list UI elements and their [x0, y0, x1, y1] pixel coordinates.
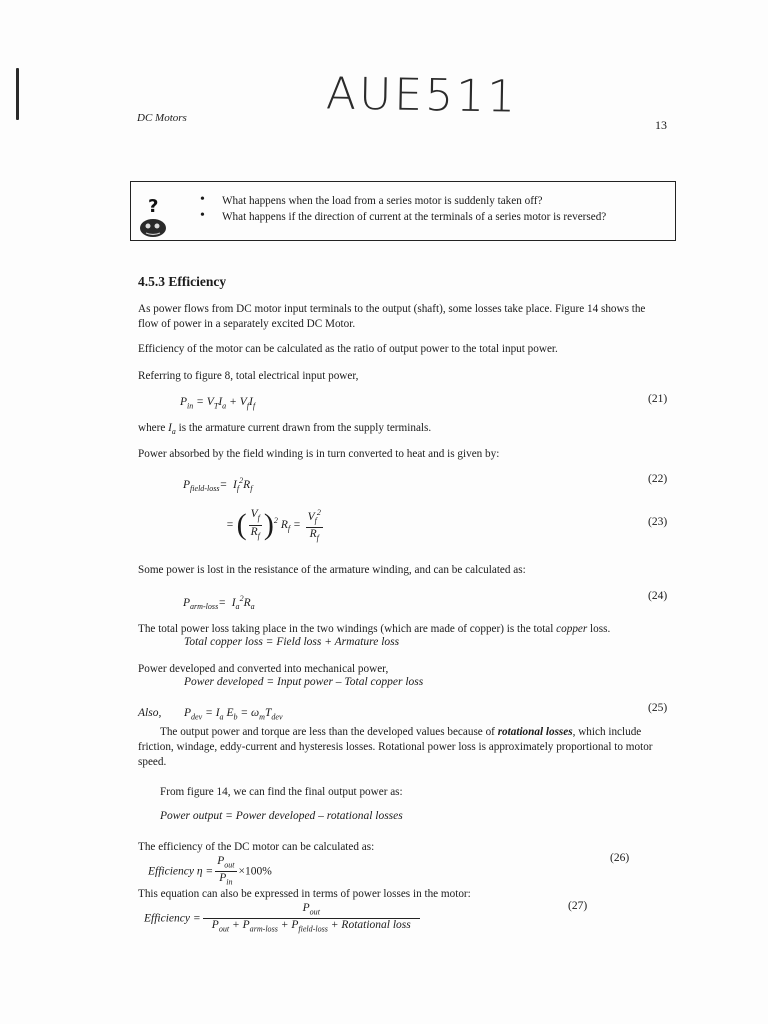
equation-24: $P_{arm-loss}= I_a^2R_a$: [183, 594, 255, 612]
equation-23: = ( $\frac{V_f}{R_f}$ )$^2$ $R_f$ = $\frac{V_f^2}{R_f}$: [226, 508, 321, 543]
equation-number: (23): [648, 516, 668, 528]
page-number: 13: [655, 118, 667, 132]
question-mark-character-icon: [136, 196, 170, 238]
question-item: • What happens when the load from a series motor is suddenly taken off?: [200, 193, 606, 209]
handwritten-course-code: AUE511: [325, 68, 519, 123]
paragraph: From figure 14, we can find the final output power as:: [160, 786, 403, 798]
power-developed-equation: Power developed = Input power – Total copper loss: [184, 676, 424, 688]
copper-loss-equation: Total copper loss = Field loss + Armature loss: [184, 636, 400, 648]
question-item: • What happens if the direction of current at the terminals of a series motor is reversed?: [200, 209, 606, 225]
equation-27: Efficiency = $\frac{P_{out}}{P_{out} + P_{arm-loss} + P_{field-loss} + Rotational loss}$: [144, 902, 422, 936]
equation-25: $P_{dev} = I_a$ $E_b = \omega_mT_{dev}$: [184, 707, 283, 722]
paragraph: Referring to figure 8, total electrical input power,: [138, 370, 359, 382]
paragraph: The output power and torque are less than the developed values because of rotational losses, which include friction, windage, eddy-current and hysteresis losses. Rotational power loss is approximately proportional to motor speed.: [138, 726, 653, 768]
paragraph: The efficiency of the DC motor can be calculated as:: [138, 841, 375, 853]
equation-number: (24): [648, 590, 668, 602]
equation-22: $P_{field-loss}= I_f^2R_f$: [183, 476, 253, 494]
power-output-equation: Power output = Power developed – rotational losses: [160, 810, 403, 822]
equation-number: (22): [648, 473, 668, 485]
equation-number: (25): [648, 702, 668, 714]
paragraph: Power absorbed by the field winding is in turn converted to heat and is given by:: [138, 448, 500, 460]
paragraph: As power flows from DC motor input terminals to the output (shaft), some losses take place. Figure 14 shows the flow of power in a separately excited DC Motor.: [138, 303, 646, 330]
equation-number: (26): [610, 852, 630, 864]
question-list: [200, 193, 606, 225]
equation-number: (27): [568, 900, 588, 912]
paragraph: Efficiency of the motor can be calculated as the ratio of output power to the total input power.: [138, 343, 558, 355]
equation-21: $P_{in} = V_TI_a + V_fI_f$: [180, 396, 256, 411]
svg-text:?: ?: [148, 196, 159, 217]
equation-26: Efficiency η = $\frac{P_{out}}{P_{in}}$ ×100%: [148, 855, 272, 887]
paragraph: This equation can also be expressed in terms of power losses in the motor:: [138, 888, 471, 900]
paragraph: Some power is lost in the resistance of the armature winding, and can be calculated as:: [138, 564, 526, 576]
paragraph: The total power loss taking place in the two windings (which are made of copper) is the total copper loss.: [138, 623, 611, 635]
running-head: DC Motors: [137, 112, 187, 124]
also-label: Also,: [138, 707, 162, 719]
equation-number: (21): [648, 393, 668, 405]
section-heading: 4.5.3 Efficiency: [138, 274, 227, 289]
paragraph: Power developed and converted into mechanical power,: [138, 663, 389, 675]
margin-mark: [16, 68, 19, 120]
paragraph: where $I_a$ is the armature current drawn from the supply terminals.: [138, 422, 432, 437]
